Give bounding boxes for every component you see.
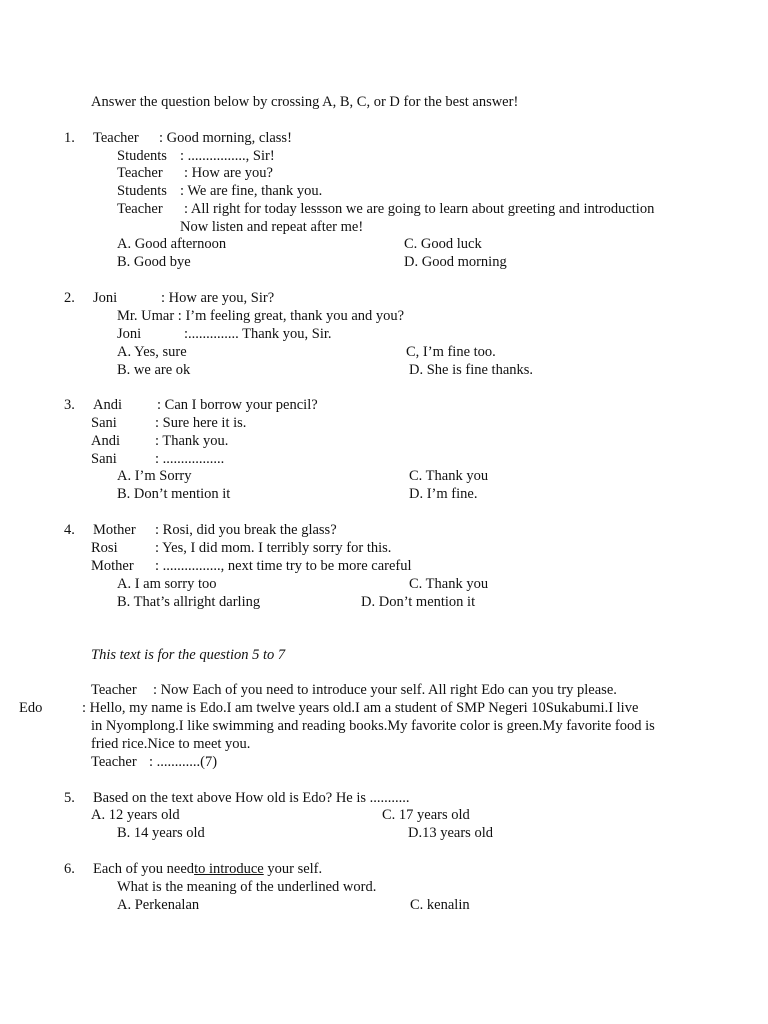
option-d[interactable]: D. She is fine thanks. <box>409 362 534 378</box>
option-a[interactable]: A. I’m Sorry <box>117 468 192 484</box>
option-c[interactable]: C. 17 years old <box>382 807 470 823</box>
option-d[interactable]: D. I’m fine. <box>409 486 478 502</box>
option-b[interactable]: B. 14 years old <box>117 825 205 841</box>
question-text-post: your self. <box>263 861 323 877</box>
question-text: Based on the text above How old is Edo? He is ........... <box>93 790 410 806</box>
speaker: Teacher <box>91 754 137 770</box>
option-b[interactable]: B. we are ok <box>117 362 191 378</box>
option-d[interactable]: D. Good morning <box>404 254 507 270</box>
question-text: What is the meaning of the underlined word. <box>117 879 377 895</box>
option-b[interactable]: B. Don’t mention it <box>117 486 231 502</box>
option-a[interactable]: A. Yes, sure <box>117 344 187 360</box>
option-b[interactable]: B. That’s allright darling <box>117 594 261 610</box>
dialog-line: : Sure here it is. <box>155 415 247 431</box>
speaker: Rosi <box>91 540 118 556</box>
question-number: 5. <box>64 790 75 806</box>
speaker: Teacher <box>117 165 163 181</box>
option-a[interactable]: A. 12 years old <box>91 807 180 823</box>
speaker: Students <box>117 183 167 199</box>
dialog-line: : How are you, Sir? <box>161 290 275 306</box>
dialog-line: : ................, next time try to be more careful <box>155 558 412 574</box>
option-d[interactable]: D.13 years old <box>408 825 493 841</box>
dialog-line: : Good morning, class! <box>159 130 292 146</box>
dialog-line: fried rice.Nice to meet you. <box>91 736 251 752</box>
underlined-word: to introduce <box>194 861 264 877</box>
speaker: Sani <box>91 451 117 467</box>
question-number: 4. <box>64 522 75 538</box>
speaker: Teacher <box>91 682 137 698</box>
speaker: Mother <box>91 558 134 574</box>
speaker: Mother <box>93 522 136 538</box>
question-text <box>93 860 322 878</box>
question-number: 3. <box>64 397 75 413</box>
option-d[interactable]: D. Don’t mention it <box>361 594 476 610</box>
option-b[interactable]: B. Good bye <box>117 254 191 270</box>
dialog-line: Mr. Umar : I’m feeling great, thank you and you? <box>117 308 405 324</box>
option-c[interactable]: C. kenalin <box>410 897 470 913</box>
question-number: 6. <box>64 861 75 877</box>
dialog-line: : Hello, my name is Edo.I am twelve years old.I am a student of SMP Negeri 10Sukabumi.I live <box>82 700 639 716</box>
dialog-line: : ................, Sir! <box>180 148 275 164</box>
dialog-line: : How are you? <box>184 165 273 181</box>
passage-heading: This text is for the question 5 to 7 <box>91 647 286 663</box>
speaker: Students <box>117 148 167 164</box>
option-c[interactable]: C. Thank you <box>409 576 489 592</box>
question-text-pre: Each of you need <box>93 861 195 877</box>
option-a[interactable]: A. Perkenalan <box>117 897 200 913</box>
option-c[interactable]: C. Thank you <box>409 468 489 484</box>
dialog-line: Now listen and repeat after me! <box>180 219 364 235</box>
speaker: Sani <box>91 415 117 431</box>
dialog-line: : All right for today lessson we are going to learn about greeting and introduction <box>184 201 655 217</box>
speaker: Andi <box>91 433 120 449</box>
dialog-line: : ............(7) <box>149 754 218 770</box>
question-number: 2. <box>64 290 75 306</box>
option-a[interactable]: A. I am sorry too <box>117 576 217 592</box>
speaker: Teacher <box>93 130 139 146</box>
dialog-line: : Thank you. <box>155 433 229 449</box>
option-a[interactable]: A. Good afternoon <box>117 236 227 252</box>
dialog-line: : Rosi, did you break the glass? <box>155 522 337 538</box>
dialog-line: in Nyomplong.I like swimming and reading books.My favorite color is green.My favorite food is <box>91 718 655 734</box>
dialog-line: : ................. <box>155 451 225 467</box>
speaker: Joni <box>117 326 142 342</box>
speaker: Andi <box>93 397 122 413</box>
speaker: Teacher <box>117 201 163 217</box>
speaker: Edo <box>19 700 43 716</box>
question-number: 1. <box>64 130 75 146</box>
option-c[interactable]: C. Good luck <box>404 236 482 252</box>
dialog-line: :.............. Thank you, Sir. <box>184 326 332 342</box>
dialog-line: : We are fine, thank you. <box>180 183 323 199</box>
dialog-line: : Can I borrow your pencil? <box>157 397 318 413</box>
dialog-line: : Now Each of you need to introduce your self. All right Edo can you try please. <box>153 682 617 698</box>
instruction: Answer the question below by crossing A, B, C, or D for the best answer! <box>91 94 519 110</box>
speaker: Joni <box>93 290 118 306</box>
dialog-line: : Yes, I did mom. I terribly sorry for this. <box>155 540 392 556</box>
option-c[interactable]: C, I’m fine too. <box>406 344 496 360</box>
